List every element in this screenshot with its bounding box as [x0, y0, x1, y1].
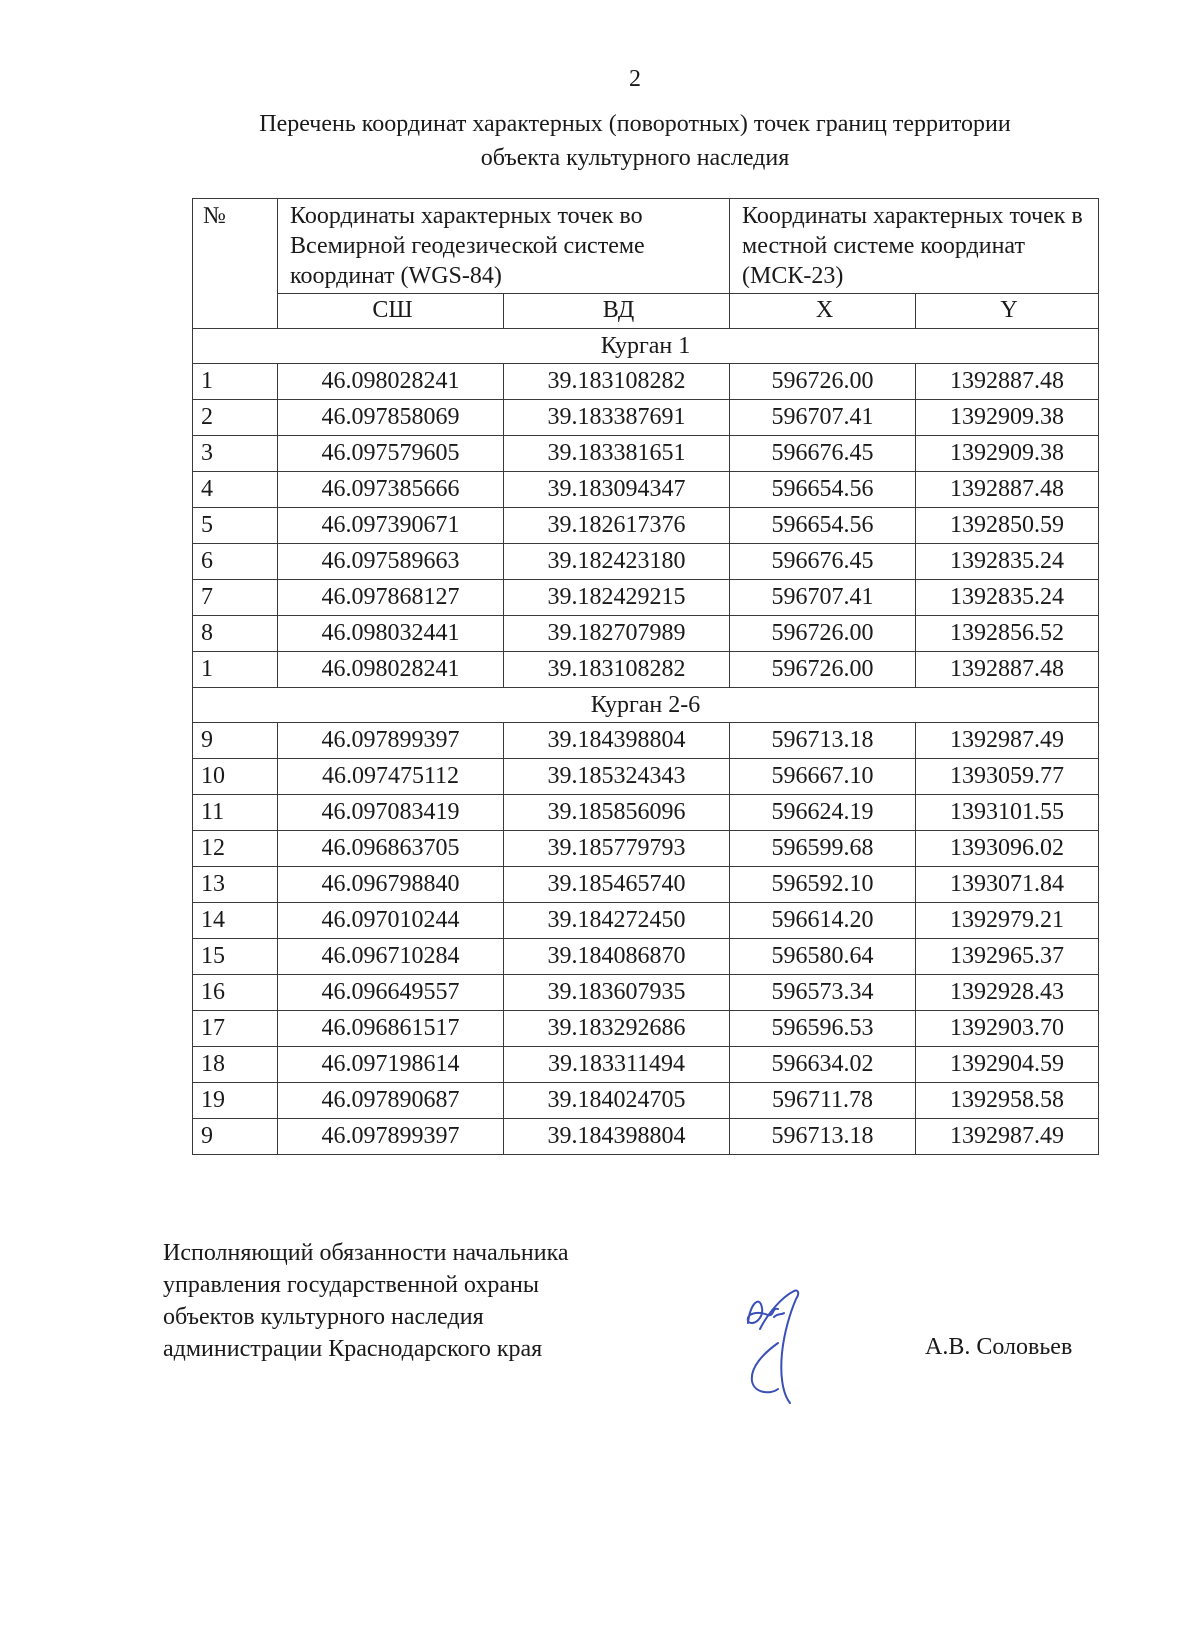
point-number: 9	[193, 723, 278, 759]
longitude-cell: 39.183292686	[504, 1011, 730, 1047]
point-number: 12	[193, 831, 278, 867]
x-cell: 596707.41	[730, 580, 916, 616]
latitude-cell: 46.097868127	[278, 580, 504, 616]
table-row	[193, 1119, 1099, 1155]
longitude-cell: 39.185779793	[504, 831, 730, 867]
header-longitude: ВД	[504, 294, 730, 329]
latitude-cell: 46.097390671	[278, 508, 504, 544]
latitude-cell: 46.098028241	[278, 652, 504, 688]
latitude-cell: 46.097899397	[278, 1119, 504, 1155]
x-cell: 596676.45	[730, 544, 916, 580]
x-cell: 596614.20	[730, 903, 916, 939]
y-cell: 1392909.38	[916, 436, 1099, 472]
latitude-cell: 46.097579605	[278, 436, 504, 472]
y-cell: 1392909.38	[916, 400, 1099, 436]
longitude-cell: 39.185465740	[504, 867, 730, 903]
y-cell: 1392887.48	[916, 652, 1099, 688]
y-cell: 1392835.24	[916, 580, 1099, 616]
point-number: 7	[193, 580, 278, 616]
point-number: 2	[193, 400, 278, 436]
y-cell: 1392887.48	[916, 472, 1099, 508]
longitude-cell: 39.182429215	[504, 580, 730, 616]
y-cell: 1392904.59	[916, 1047, 1099, 1083]
coordinates-table	[192, 198, 1099, 1155]
point-number: 17	[193, 1011, 278, 1047]
header-msk23: Координаты характерных точек в местной системе координат (МСК-23)	[730, 199, 1099, 294]
table-row	[193, 616, 1099, 652]
table-row	[193, 1047, 1099, 1083]
y-cell: 1393101.55	[916, 795, 1099, 831]
point-number: 8	[193, 616, 278, 652]
latitude-cell: 46.097475112	[278, 759, 504, 795]
table-row	[193, 903, 1099, 939]
longitude-cell: 39.183311494	[504, 1047, 730, 1083]
latitude-cell: 46.096649557	[278, 975, 504, 1011]
point-number: 1	[193, 364, 278, 400]
table-row	[193, 364, 1099, 400]
x-cell: 596713.18	[730, 723, 916, 759]
x-cell: 596713.18	[730, 1119, 916, 1155]
header-number: №	[193, 199, 278, 329]
table-row	[193, 723, 1099, 759]
y-cell: 1393096.02	[916, 831, 1099, 867]
point-number: 14	[193, 903, 278, 939]
table-row	[193, 508, 1099, 544]
point-number: 16	[193, 975, 278, 1011]
x-cell: 596634.02	[730, 1047, 916, 1083]
point-number: 13	[193, 867, 278, 903]
table-row	[193, 544, 1099, 580]
longitude-cell: 39.182423180	[504, 544, 730, 580]
table-row	[193, 652, 1099, 688]
latitude-cell: 46.096861517	[278, 1011, 504, 1047]
y-cell: 1392850.59	[916, 508, 1099, 544]
x-cell: 596711.78	[730, 1083, 916, 1119]
signer-line: Исполняющий обязанности начальника	[163, 1240, 569, 1266]
y-cell: 1393071.84	[916, 867, 1099, 903]
latitude-cell: 46.096798840	[278, 867, 504, 903]
signer-position	[163, 1237, 683, 1365]
x-cell: 596676.45	[730, 436, 916, 472]
y-cell: 1392987.49	[916, 723, 1099, 759]
latitude-cell: 46.097385666	[278, 472, 504, 508]
x-cell: 596707.41	[730, 400, 916, 436]
table-row	[193, 472, 1099, 508]
table-body	[193, 329, 1099, 1155]
latitude-cell: 46.097083419	[278, 795, 504, 831]
x-cell: 596624.19	[730, 795, 916, 831]
latitude-cell: 46.098028241	[278, 364, 504, 400]
x-cell: 596573.34	[730, 975, 916, 1011]
point-number: 10	[193, 759, 278, 795]
table-row	[193, 1083, 1099, 1119]
x-cell: 596599.68	[730, 831, 916, 867]
longitude-cell: 39.182707989	[504, 616, 730, 652]
signer-line: объектов культурного наследия	[163, 1304, 484, 1330]
latitude-cell: 46.098032441	[278, 616, 504, 652]
x-cell: 596596.53	[730, 1011, 916, 1047]
y-cell: 1392887.48	[916, 364, 1099, 400]
longitude-cell: 39.184398804	[504, 1119, 730, 1155]
table-row	[193, 436, 1099, 472]
x-cell: 596654.56	[730, 472, 916, 508]
longitude-cell: 39.183108282	[504, 652, 730, 688]
table-row	[193, 759, 1099, 795]
y-cell: 1392987.49	[916, 1119, 1099, 1155]
page-number: 2	[629, 66, 641, 92]
point-number: 5	[193, 508, 278, 544]
latitude-cell: 46.097198614	[278, 1047, 504, 1083]
latitude-cell: 46.097858069	[278, 400, 504, 436]
point-number: 18	[193, 1047, 278, 1083]
signer-line: управления государственной охраны	[163, 1272, 539, 1298]
signer-line: администрации Краснодарского края	[163, 1336, 543, 1362]
table-row	[193, 400, 1099, 436]
x-cell: 596580.64	[730, 939, 916, 975]
x-cell: 596726.00	[730, 616, 916, 652]
y-cell: 1392856.52	[916, 616, 1099, 652]
longitude-cell: 39.183387691	[504, 400, 730, 436]
x-cell: 596654.56	[730, 508, 916, 544]
point-number: 9	[193, 1119, 278, 1155]
latitude-cell: 46.097890687	[278, 1083, 504, 1119]
signer-name: А.В. Соловьев	[925, 1334, 1073, 1360]
latitude-cell: 46.097010244	[278, 903, 504, 939]
x-cell: 596667.10	[730, 759, 916, 795]
longitude-cell: 39.184086870	[504, 939, 730, 975]
y-cell: 1392958.58	[916, 1083, 1099, 1119]
longitude-cell: 39.184272450	[504, 903, 730, 939]
longitude-cell: 39.184398804	[504, 723, 730, 759]
y-cell: 1392835.24	[916, 544, 1099, 580]
latitude-cell: 46.097899397	[278, 723, 504, 759]
y-cell: 1392928.43	[916, 975, 1099, 1011]
x-cell: 596726.00	[730, 652, 916, 688]
y-cell: 1392903.70	[916, 1011, 1099, 1047]
point-number: 6	[193, 544, 278, 580]
title-line-1: Перечень координат характерных (поворотных) точек границ территории	[259, 111, 1011, 137]
longitude-cell: 39.183607935	[504, 975, 730, 1011]
table-row	[193, 580, 1099, 616]
handwritten-signature	[738, 1283, 838, 1413]
table-row	[193, 1011, 1099, 1047]
table-row	[193, 867, 1099, 903]
longitude-cell: 39.184024705	[504, 1083, 730, 1119]
point-number: 1	[193, 652, 278, 688]
x-cell: 596592.10	[730, 867, 916, 903]
table-row	[193, 831, 1099, 867]
point-number: 3	[193, 436, 278, 472]
header-x: X	[730, 294, 916, 329]
longitude-cell: 39.182617376	[504, 508, 730, 544]
longitude-cell: 39.183108282	[504, 364, 730, 400]
latitude-cell: 46.096863705	[278, 831, 504, 867]
group-name: Курган 1	[193, 329, 1099, 364]
latitude-cell: 46.097589663	[278, 544, 504, 580]
header-latitude: СШ	[278, 294, 504, 329]
group-row	[193, 688, 1099, 723]
longitude-cell: 39.183381651	[504, 436, 730, 472]
group-row	[193, 329, 1099, 364]
y-cell: 1392979.21	[916, 903, 1099, 939]
title-line-2: объекта культурного наследия	[480, 145, 790, 171]
y-cell: 1392965.37	[916, 939, 1099, 975]
header-wgs84: Координаты характерных точек во Всемирной геодезической системе координат (WGS-84)	[278, 199, 730, 294]
table-row	[193, 975, 1099, 1011]
x-cell: 596726.00	[730, 364, 916, 400]
point-number: 11	[193, 795, 278, 831]
longitude-cell: 39.185856096	[504, 795, 730, 831]
group-name: Курган 2-6	[193, 688, 1099, 723]
longitude-cell: 39.185324343	[504, 759, 730, 795]
point-number: 4	[193, 472, 278, 508]
table-row	[193, 939, 1099, 975]
table-row	[193, 795, 1099, 831]
header-y: Y	[916, 294, 1099, 329]
y-cell: 1393059.77	[916, 759, 1099, 795]
document-title	[180, 107, 1090, 175]
latitude-cell: 46.096710284	[278, 939, 504, 975]
longitude-cell: 39.183094347	[504, 472, 730, 508]
point-number: 19	[193, 1083, 278, 1119]
point-number: 15	[193, 939, 278, 975]
